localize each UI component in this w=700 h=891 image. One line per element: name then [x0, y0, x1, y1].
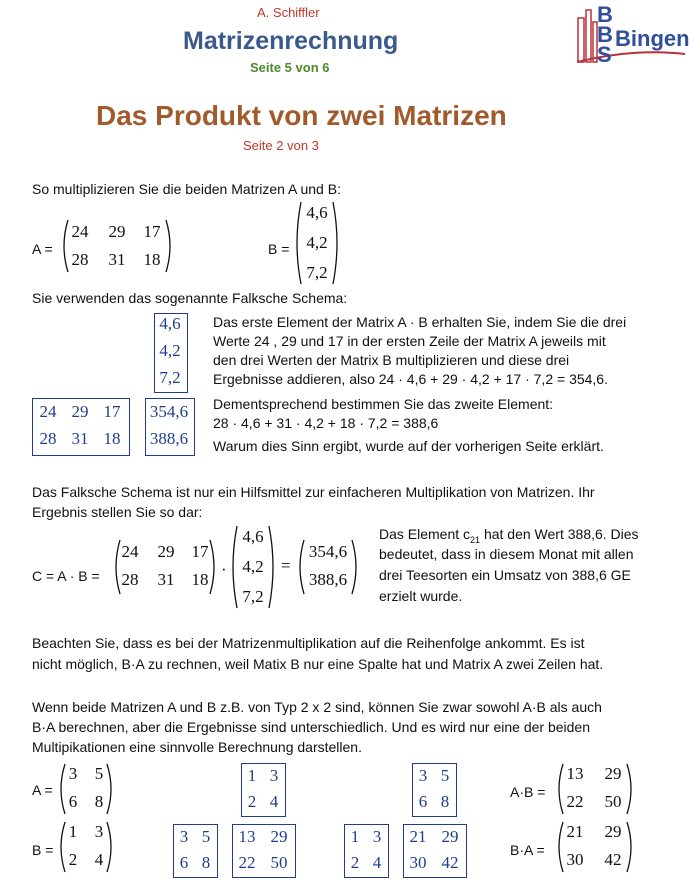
falk-intro: Sie verwenden das sogenannte Falksche Schema:	[32, 290, 348, 306]
eq-a-cell: 17	[191, 542, 209, 561]
falk-b-cell: 7,2	[159, 368, 181, 387]
page-info: Seite 5 von 6	[250, 60, 330, 75]
ex-ab-cell: 13	[566, 764, 584, 783]
element-note-line: Das Element $c_{21}$ hat den Wert 388,6. Dies	[379, 526, 639, 545]
order-note-line: Beachten Sie, dass es bei der Matrizenmultiplikation auf die Reihenfolge ankommt. Es ist	[32, 635, 585, 651]
falk-note-line: Ergebnis stellen Sie so dar:	[32, 504, 203, 520]
square-note-line: Wenn beide Matrizen A und B z.B. von Typ 2 x 2 sind, können Sie zwar sowohl A·B als auch	[32, 699, 602, 715]
ex-box-cell: 4	[372, 853, 382, 872]
ex-box-cell: 3	[418, 766, 428, 785]
falk-a-cell: 29	[71, 402, 89, 421]
page-heading: Das Produkt von zwei Matrizen	[96, 100, 507, 131]
ex-box-cell: 30	[409, 853, 427, 872]
ex-a-cell: 8	[94, 792, 104, 811]
falk-b-cell: 4,6	[159, 314, 181, 333]
square-note-line: B·A berechnen, aber die Ergebnisse sind unterschiedlich. Und es wird nur eine der beiden	[32, 719, 591, 735]
explain-line: Das erste Element der Matrix A · B erhalten Sie, indem Sie die drei	[213, 314, 627, 330]
ex-box-cell: 1	[350, 827, 360, 846]
ex-box-cell: 42	[441, 853, 459, 872]
falk-result-cell: 354,6	[149, 402, 189, 421]
falk-note-line: Das Falksche Schema ist nur ein Hilfsmittel zur einfacheren Multiplikation von Matrizen. Ihr	[32, 484, 595, 500]
logo-letter-s: S	[597, 42, 612, 67]
explain-line: Warum dies Sinn ergibt, wurde auf der vorherigen Seite erklärt.	[213, 438, 604, 454]
ex-a-cell: 6	[68, 792, 78, 811]
logo-letter-b2: B	[597, 22, 613, 47]
ex-ba-cell: 21	[566, 822, 584, 841]
explain-line: 28 · 4,6 + 31 · 4,2 + 18 · 7,2 = 388,6	[213, 415, 439, 431]
order-note-line: nicht möglich, B·A zu rechnen, weil Matix B nur eine Spalte hat und Matrix A zwei Zeilen hat.	[32, 656, 604, 672]
ex-a-cell: 5	[94, 764, 104, 783]
ex-box-cell: 1	[247, 766, 257, 785]
eq-b-cell: 7,2	[242, 587, 264, 606]
ex-box-cell: 2	[247, 792, 257, 811]
author: A. Schiffler	[257, 5, 320, 20]
eq-result-cell: 354,6	[308, 542, 348, 561]
ex-box-cell: 29	[270, 827, 288, 846]
eq-b-cell: 4,6	[242, 527, 264, 546]
ex-label-a: A =	[32, 782, 53, 798]
equals-sign: =	[281, 556, 291, 575]
ex-box-cell: 8	[440, 792, 450, 811]
ex-b-cell: 2	[68, 850, 78, 869]
ex-box-cell: 2	[350, 853, 360, 872]
matrix-a-cell: 31	[108, 250, 126, 269]
ex-ba-cell: 42	[604, 850, 622, 869]
square-note-line: Multipikationen eine sinnvolle Berechnung darstellen.	[32, 739, 362, 755]
ex-box-cell: 5	[201, 827, 211, 846]
eq-result-cell: 388,6	[308, 570, 348, 589]
ex-a-cell: 3	[68, 764, 78, 783]
label-c: C = A · B =	[32, 568, 100, 584]
explain-line: den drei Werten der Matrix B multiplizieren und diese drei	[213, 352, 570, 368]
subpage-info: Seite 2 von 3	[243, 138, 319, 153]
ex-ab-cell: 29	[604, 764, 622, 783]
ex-box-cell: 3	[372, 827, 382, 846]
ex-label-ba: B·A =	[510, 842, 545, 858]
ex-label-ab: A·B =	[510, 784, 546, 800]
matrix-a-cell: 28	[71, 250, 89, 269]
eq-a-cell: 29	[157, 542, 175, 561]
eq-a-cell: 18	[191, 570, 209, 589]
bbs-bingen-logo	[575, 2, 690, 68]
ex-box-cell: 21	[409, 827, 427, 846]
matrix-b-cell: 4,2	[306, 233, 328, 252]
eq-a-cell: 31	[157, 570, 175, 589]
falk-a-cell: 18	[103, 429, 121, 448]
explain-line: Dementsprechend bestimmen Sie das zweite Element:	[213, 396, 554, 412]
document-title: Matrizenrechnung	[183, 27, 399, 55]
ex-box-cell: 22	[238, 853, 256, 872]
logo-text: Bingen	[615, 26, 690, 51]
falk-result-cell: 388,6	[149, 429, 189, 448]
matrix-a-cell: 18	[143, 250, 161, 269]
ex-box-cell: 50	[270, 853, 288, 872]
ex-box-cell: 3	[179, 827, 189, 846]
ex-ba-cell: 30	[566, 850, 584, 869]
ex-ab-cell: 22	[566, 792, 584, 811]
matrix-b-cell: 7,2	[306, 263, 328, 282]
ex-box-cell: 29	[441, 827, 459, 846]
falk-a-cell: 24	[39, 402, 57, 421]
ex-ab-cell: 50	[604, 792, 622, 811]
ex-b-cell: 1	[68, 822, 78, 841]
ex-ba-cell: 29	[604, 822, 622, 841]
element-note-line: drei Teesorten ein Umsatz von 388,6 GE	[379, 567, 631, 583]
matrix-a-cell: 24	[71, 222, 89, 241]
explain-line: Ergebnisse addieren, also 24 · 4,6 + 29 · 4,2 + 17 · 7,2 = 354,6.	[213, 371, 608, 387]
ex-b-cell: 3	[94, 822, 104, 841]
falk-a-cell: 31	[71, 429, 89, 448]
ex-box-cell: 6	[179, 853, 189, 872]
matrix-a-cell: 17	[143, 222, 161, 241]
explain-line: Werte 24 , 29 und 17 in der ersten Zeile der Matrix A jeweils mit	[213, 333, 606, 349]
matrix-a-cell: 29	[108, 222, 126, 241]
ex-box-cell: 4	[269, 792, 279, 811]
ex-box-cell: 6	[418, 792, 428, 811]
falk-a-cell: 28	[39, 429, 57, 448]
ex-box-cell: 5	[440, 766, 450, 785]
element-note-line: bedeutet, dass in diesem Monat mit allen	[379, 546, 634, 562]
eq-b-cell: 4,2	[242, 557, 264, 576]
label-b: B =	[268, 241, 290, 257]
matrix-b-cell: 4,6	[306, 203, 328, 222]
falk-b-cell: 4,2	[159, 341, 181, 360]
eq-a-cell: 28	[121, 570, 139, 589]
element-note-line: erzielt wurde.	[379, 588, 463, 604]
ex-box-cell: 13	[238, 827, 256, 846]
intro-text: So multiplizieren Sie die beiden Matrizen A und B:	[32, 181, 341, 197]
falk-a-cell: 17	[103, 402, 121, 421]
ex-label-b: B =	[32, 842, 54, 858]
ex-box-cell: 8	[201, 853, 211, 872]
ex-b-cell: 4	[94, 850, 104, 869]
eq-a-cell: 24	[121, 542, 139, 561]
multiply-dot: ·	[221, 560, 227, 579]
label-a: A =	[32, 241, 53, 257]
logo-letter-b1: B	[597, 2, 613, 27]
ex-box-cell: 3	[269, 766, 279, 785]
